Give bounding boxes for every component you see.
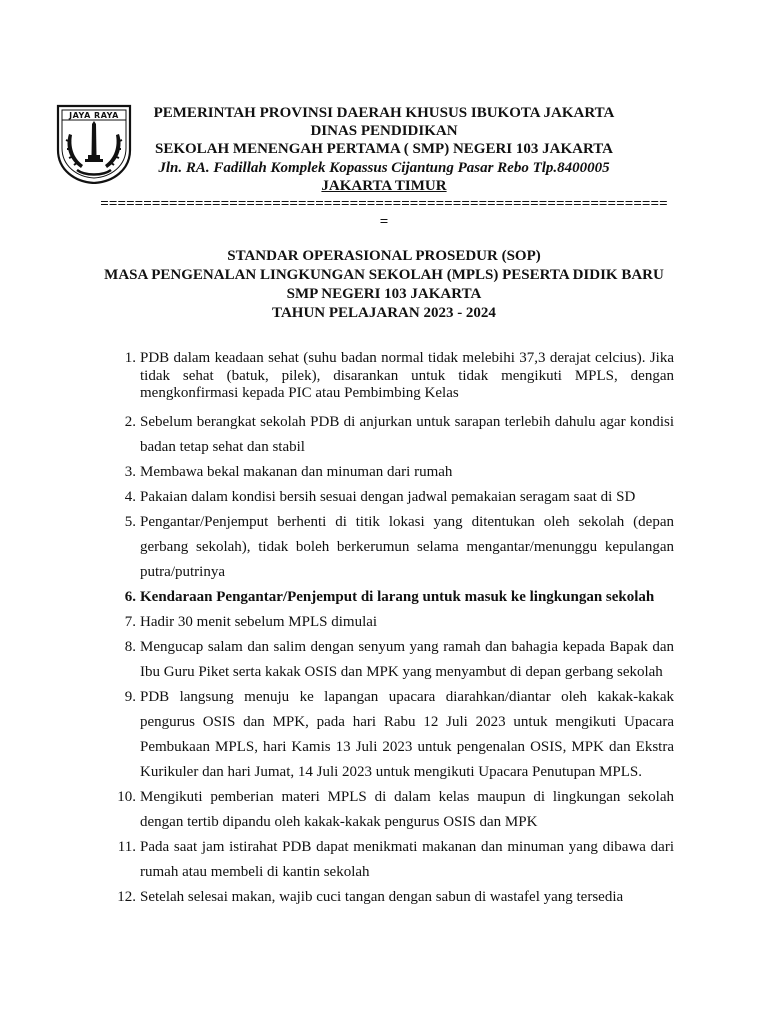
- header-address: Jln. RA. Fadillah Komplek Kopassus Cijantung Pasar Rebo Tlp.8400005: [158, 159, 610, 176]
- item-text: Mengucap salam dan salim dengan senyum yang ramah dan bahagia kepada Bapak dan Ibu Guru Piket serta kakak OSIS dan MPK yang menyambut di depan gerbang sekolah: [140, 638, 674, 680]
- item-text: Pakaian dalam kondisi bersih sesuai dengan jadwal pemakaian seragam saat di SD: [140, 488, 636, 505]
- item-number: 8.: [124, 638, 136, 655]
- item-text: PDB langsung menuju ke lapangan upacara diarahkan/diantar oleh kakak-kakak pengurus OSIS dan MPK, pada hari Rabu 12 Juli 2023 untuk mengikuti Upacara Pembukaan MPLS, hari Kamis 13 Juli 2023 untuk pengenalan OSIS, MPK dan Ekstra Kurikuler dan hari Jumat, 14 Juli 2023 untuk mengikuti Upacara Penutupan MPLS.: [140, 688, 674, 780]
- item-number: 9.: [124, 688, 136, 705]
- item-number: 6.: [124, 588, 136, 605]
- header-divider-end: =: [379, 214, 389, 230]
- title-line-2: MASA PENGENALAN LINGKUNGAN SEKOLAH (MPLS) PESERTA DIDIK BARU: [104, 267, 664, 283]
- list-item: [110, 610, 674, 635]
- list-item: [110, 585, 674, 610]
- item-text: Membawa bekal makanan dan minuman dari rumah: [140, 463, 453, 480]
- list-item: [110, 885, 674, 910]
- item-number: 2.: [124, 413, 136, 430]
- title-line-4: TAHUN PELAJARAN 2023 - 2024: [272, 305, 496, 321]
- title-line-3: SMP NEGERI 103 JAKARTA: [286, 286, 482, 302]
- item-number: 4.: [124, 488, 136, 505]
- document-title: [86, 247, 682, 323]
- item-text: Mengikuti pemberian materi MPLS di dalam kelas maupun di lingkungan sekolah dengan tertib dipandu oleh kakak-kakak pengurus OSIS dan MPK: [140, 788, 674, 830]
- list-item: [110, 485, 674, 510]
- item-number: 5.: [124, 513, 136, 530]
- header-department-line: DINAS PENDIDIKAN: [310, 123, 458, 140]
- item-number: 11.: [117, 838, 136, 855]
- list-item: [110, 685, 674, 785]
- list-item: [110, 510, 674, 585]
- procedure-list: [110, 350, 674, 910]
- item-number: 3.: [124, 463, 136, 480]
- list-item: [110, 635, 674, 685]
- item-number: 12.: [117, 888, 136, 905]
- list-item: [110, 350, 674, 403]
- header-divider: ==================================================================: [100, 196, 668, 212]
- list-item: [110, 785, 674, 835]
- item-number: 10.: [117, 788, 136, 805]
- title-line-1: STANDAR OPERASIONAL PROSEDUR (SOP): [227, 248, 541, 264]
- item-text: PDB dalam keadaan sehat (suhu badan normal tidak melebihi 37,3 derajat celcius). Jika tidak sehat (batuk, pilek), disarankan untuk tidak mengikuti MPLS, dengan mengkonfirmasi kepada PIC atau Pembimbing Kelas: [140, 350, 674, 401]
- item-text: Sebelum berangkat sekolah PDB di anjurkan untuk sarapan terlebih dahulu agar kondisi badan tetap sehat dan stabil: [140, 413, 674, 455]
- item-text: Setelah selesai makan, wajib cuci tangan dengan sabun di wastafel yang tersedia: [140, 888, 624, 905]
- header-government-line: PEMERINTAH PROVINSI DAERAH KHUSUS IBUKOTA JAKARTA: [153, 105, 615, 121]
- item-text: Kendaraan Pengantar/Penjemput di larang untuk masuk ke lingkungan sekolah: [140, 588, 655, 605]
- header-school-line: SEKOLAH MENENGAH PERTAMA ( SMP) NEGERI 103 JAKARTA: [155, 141, 613, 158]
- header-city: JAKARTA TIMUR: [321, 177, 447, 194]
- item-text: Hadir 30 menit sebelum MPLS dimulai: [140, 613, 378, 630]
- letterhead: [96, 104, 672, 195]
- list-item: [110, 835, 674, 885]
- item-text: Pengantar/Penjemput berhenti di titik lokasi yang ditentukan oleh sekolah (depan gerbang sekolah), tidak boleh berkerumun selama mengantar/menunggu kepulangan putra/putrinya: [140, 513, 674, 580]
- item-number: 7.: [124, 613, 136, 630]
- list-item: [110, 460, 674, 485]
- list-item: [110, 410, 674, 460]
- item-text: Pada saat jam istirahat PDB dapat menikmati makanan dan minuman yang dibawa dari rumah atau membeli di kantin sekolah: [140, 838, 674, 880]
- item-number: 1.: [124, 350, 136, 366]
- svg-text:JAYA RAYA: JAYA RAYA: [69, 111, 119, 121]
